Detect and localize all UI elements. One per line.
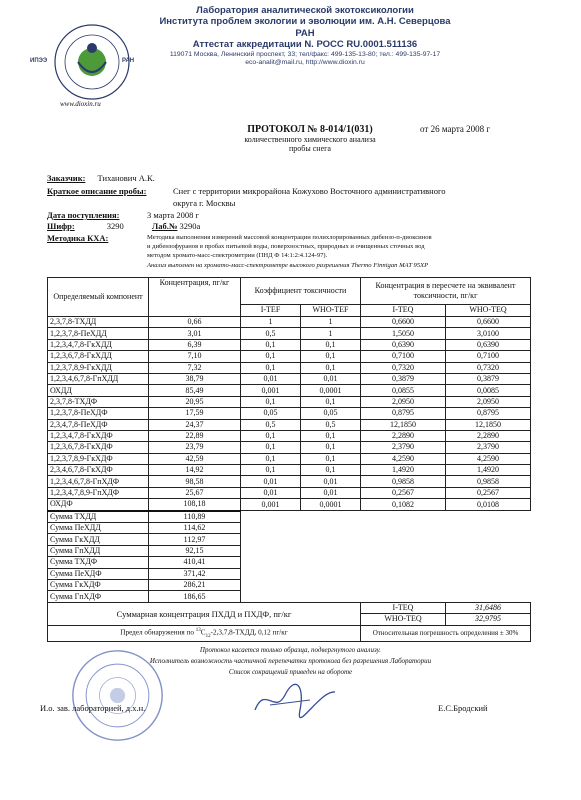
component-name: 2,3,7,8-ТХДД xyxy=(48,317,149,328)
sum-value: 286,21 xyxy=(149,579,241,590)
sum-row xyxy=(48,511,531,523)
result-cell: 1 xyxy=(301,317,361,328)
result-cell: 2,2890 xyxy=(446,430,531,441)
result-cell: 0,01 xyxy=(301,476,361,487)
result-cell: 0,1 xyxy=(301,442,361,453)
blank-cell xyxy=(241,557,531,568)
result-cell: 0,1 xyxy=(301,465,361,476)
total-whoteq-value: 32,9795 xyxy=(446,614,531,625)
result-cell: 23,79 xyxy=(149,442,241,453)
result-cell: 0,1 xyxy=(241,465,301,476)
result-cell: 2,3790 xyxy=(361,442,446,453)
sum-value: 114,62 xyxy=(149,523,241,534)
sum-label: Сумма ГкХДФ xyxy=(48,579,149,590)
sum-label: Сумма ГпХДД xyxy=(48,545,149,556)
sum-label: Сумма ТХДД xyxy=(48,511,149,523)
sum-value: 371,42 xyxy=(149,568,241,579)
blank-cell xyxy=(241,523,531,534)
result-row xyxy=(48,487,531,498)
component-name: 1,2,3,4,6,7,8-ГпХДД xyxy=(48,373,149,384)
sum-value: 410,41 xyxy=(149,557,241,568)
blank-cell xyxy=(241,534,531,545)
result-cell: 0,0001 xyxy=(301,499,361,511)
component-name: 1,2,3,4,7,8-ГкХДД xyxy=(48,339,149,350)
protocol-title: ПРОТОКОЛ № 8-014/1(031) xyxy=(247,124,373,135)
blank-cell xyxy=(241,591,531,602)
result-cell: 0,01 xyxy=(241,476,301,487)
result-cell: 22,89 xyxy=(149,430,241,441)
result-cell: 98,58 xyxy=(149,476,241,487)
component-name: 1,2,3,7,8,9-ГкХДД xyxy=(48,362,149,373)
sum-label: Сумма ТХДФ xyxy=(48,557,149,568)
footer-note-3: Список сокращений приведен на обороте xyxy=(228,668,353,676)
institute-logo xyxy=(52,22,135,102)
result-cell: 0,01 xyxy=(301,487,361,498)
result-cell: 0,8795 xyxy=(361,408,446,419)
result-cell: 0,9858 xyxy=(361,476,446,487)
component-name: 1,2,3,4,7,8,9-ГпХДФ xyxy=(48,487,149,498)
result-cell: 12,1850 xyxy=(361,419,446,430)
component-name: 1,2,3,7,8-ПеХДД xyxy=(48,328,149,339)
result-cell: 42,59 xyxy=(149,453,241,464)
signatory-name: Е.С.Бродский xyxy=(438,703,488,713)
result-cell: 0,9858 xyxy=(446,476,531,487)
header-equivalent: Концентрация в пересчете на эквивалент токсичности, пг/кг xyxy=(361,278,531,305)
result-row xyxy=(48,362,531,373)
sum-value: 112,97 xyxy=(149,534,241,545)
result-cell: 0,1 xyxy=(301,362,361,373)
header-itef: I-TEF xyxy=(241,304,301,316)
sum-value: 110,89 xyxy=(149,511,241,523)
header-whoteq: WHO-TEQ xyxy=(446,304,531,316)
logo-website: www.dioxin.ru xyxy=(60,100,101,108)
result-cell: 0,5 xyxy=(241,328,301,339)
lab-name: Лаборатория аналитической экотоксикологии xyxy=(196,5,414,16)
result-cell: 20,95 xyxy=(149,396,241,407)
blank-cell xyxy=(241,579,531,590)
result-cell: 0,01 xyxy=(241,487,301,498)
seal-stamp xyxy=(70,648,165,743)
component-name: 2,3,4,6,7,8-ГкХДФ xyxy=(48,465,149,476)
sum-label: Сумма ГпХДФ xyxy=(48,591,149,602)
result-cell: 12,1850 xyxy=(446,419,531,430)
result-cell: 0,6390 xyxy=(446,339,531,350)
result-cell: 0,1 xyxy=(301,453,361,464)
result-cell: 17,59 xyxy=(149,408,241,419)
result-cell: 0,001 xyxy=(241,385,301,396)
result-cell: 14,92 xyxy=(149,465,241,476)
result-cell: 0,1 xyxy=(241,453,301,464)
sum-row xyxy=(48,568,531,579)
result-row xyxy=(48,408,531,419)
total-iteq-value: 31,6486 xyxy=(446,602,531,613)
results-table xyxy=(47,277,531,642)
result-cell: 0,1 xyxy=(301,351,361,362)
result-cell: 2,0950 xyxy=(446,396,531,407)
result-cell: 0,5 xyxy=(241,419,301,430)
result-cell: 0,05 xyxy=(301,408,361,419)
result-cell: 2,3790 xyxy=(446,442,531,453)
relative-error: Относительная погрешность определения ± 30% xyxy=(361,625,531,642)
result-cell: 0,8795 xyxy=(446,408,531,419)
result-row xyxy=(48,442,531,453)
accreditation: Аттестат аккредитации N. РОСС RU.0001.511136 xyxy=(192,39,418,51)
result-cell: 0,0855 xyxy=(361,385,446,396)
protocol-date: от 26 марта 2008 г xyxy=(420,124,491,134)
results-rows xyxy=(48,317,531,511)
component-name: 2,3,4,7,8-ПеХДФ xyxy=(48,419,149,430)
result-cell: 0,001 xyxy=(241,499,301,511)
desc-line-1: Снег с территории микрорайона Кожухово Восточного административного xyxy=(173,186,446,196)
signature xyxy=(250,680,340,720)
result-cell: 1,5050 xyxy=(361,328,446,339)
result-cell: 3,0100 xyxy=(446,328,531,339)
result-cell: 0,0108 xyxy=(446,499,531,511)
code-value: 3290 xyxy=(106,221,124,231)
result-cell: 1,4920 xyxy=(446,465,531,476)
result-row xyxy=(48,499,531,511)
method-line-4: Анализ выполнен на хромато-масс-спектрометре высокого разрешения Thermo Finnigan MAT 95XP xyxy=(147,262,429,269)
header-whotef: WHO-TEF xyxy=(301,304,361,316)
result-cell: 0,6600 xyxy=(361,317,446,328)
total-whoteq-label: WHO-TEQ xyxy=(361,614,446,625)
result-cell: 0,6600 xyxy=(446,317,531,328)
result-cell: 0,1 xyxy=(241,430,301,441)
component-name: ОХДФ xyxy=(48,499,149,511)
desc-line-2: округа г. Москвы xyxy=(173,198,236,208)
result-cell: 0,2567 xyxy=(361,487,446,498)
result-cell: 25,67 xyxy=(149,487,241,498)
result-row xyxy=(48,339,531,350)
component-name: 1,2,3,7,8,9-ГкХДФ xyxy=(48,453,149,464)
sum-value: 92,15 xyxy=(149,545,241,556)
result-row xyxy=(48,476,531,487)
sum-row xyxy=(48,545,531,556)
result-cell: 0,7100 xyxy=(361,351,446,362)
customer-label: Заказчик: xyxy=(47,173,86,183)
footer-note-2: Исполнитель возможность частичной перепечатки протокола без разрешения Лаборатории xyxy=(149,657,432,665)
component-name: 1,2,3,4,7,8-ГкХДФ xyxy=(48,430,149,441)
result-cell: 0,3879 xyxy=(446,373,531,384)
method-label: Методика КХА: xyxy=(47,233,109,243)
header-iteq: I-TEQ xyxy=(361,304,446,316)
sum-row xyxy=(48,579,531,590)
result-cell: 0,6390 xyxy=(361,339,446,350)
footer-note-1: Протокол касается только образца, подвергнутого анализу. xyxy=(199,646,382,654)
result-cell: 85,49 xyxy=(149,385,241,396)
blank-cell xyxy=(241,568,531,579)
sum-row xyxy=(48,534,531,545)
result-cell: 2,2890 xyxy=(361,430,446,441)
result-cell: 4,2590 xyxy=(446,453,531,464)
result-cell: 0,66 xyxy=(149,317,241,328)
signatory-position: И.о. зав. лабораторией, д.х.н. xyxy=(40,703,146,713)
result-cell: 0,1 xyxy=(241,339,301,350)
result-cell: 24,37 xyxy=(149,419,241,430)
result-cell: 7,32 xyxy=(149,362,241,373)
logo-left-label: ИПЭЭ xyxy=(30,58,48,64)
lab-number-value: 3290а xyxy=(179,221,201,231)
result-row xyxy=(48,419,531,430)
result-cell: 1,4920 xyxy=(361,465,446,476)
component-name: ОХДД xyxy=(48,385,149,396)
customer-value: Тиханович А.К. xyxy=(97,173,155,183)
result-cell: 6,39 xyxy=(149,339,241,350)
detection-limit: Предел обнаружения по $^{13}C_{12}-2,3,7,8$-ТХДД, 0,12 пг/кг xyxy=(48,625,361,642)
customer-row xyxy=(47,173,155,183)
sum-label: Сумма ГкХДД xyxy=(48,534,149,545)
received-value: 3 марта 2008 г xyxy=(147,210,199,220)
result-cell: 0,0001 xyxy=(301,385,361,396)
component-name: 1,2,3,7,8-ПеХДФ xyxy=(48,408,149,419)
header-coefficient: Коэффициент токсичности xyxy=(241,278,361,305)
lab-number-label: Лаб.№ xyxy=(151,221,178,231)
result-row xyxy=(48,351,531,362)
result-cell: 0,0085 xyxy=(446,385,531,396)
sum-value: 186,65 xyxy=(149,591,241,602)
result-cell: 0,01 xyxy=(301,373,361,384)
result-row xyxy=(48,385,531,396)
contacts: eco-analit@mail.ru, http://www.dioxin.ru xyxy=(245,58,365,66)
desc-label: Краткое описание пробы: xyxy=(47,186,147,196)
result-row xyxy=(48,430,531,441)
result-cell: 0,05 xyxy=(241,408,301,419)
sum-row xyxy=(48,591,531,602)
result-cell: 0,3879 xyxy=(361,373,446,384)
result-cell: 0,1 xyxy=(301,396,361,407)
result-cell: 0,1 xyxy=(241,442,301,453)
result-row xyxy=(48,396,531,407)
result-cell: 0,01 xyxy=(241,373,301,384)
received-label: Дата поступления: xyxy=(47,210,120,220)
protocol-title-block xyxy=(200,124,420,153)
result-cell: 1 xyxy=(301,328,361,339)
total-label: Суммарная концентрация ПХДД и ПХДФ, пг/кг xyxy=(48,602,361,625)
result-cell: 0,1 xyxy=(301,339,361,350)
institute-name: Института проблем экологии и эволюции им. А.Н. Северцова РАН xyxy=(159,16,451,39)
address: 119071 Москва, Ленинский проспект, 33; тел/факс: 499-135-13-80; тел.: 499-135-97-17 xyxy=(169,50,441,58)
result-cell: 0,5 xyxy=(301,419,361,430)
method-line-1: Методика выполнения измерений массовой концентрации полихлорированных дибензо-п-диоксинов xyxy=(147,234,432,241)
sum-label: Сумма ПеХДФ xyxy=(48,568,149,579)
header-concentration: Концентрация, пг/кг xyxy=(149,278,241,317)
sum-rows xyxy=(48,511,531,603)
letterhead xyxy=(150,5,460,67)
component-name: 1,2,3,4,6,7,8-ГпХДФ xyxy=(48,476,149,487)
component-name: 1,2,3,6,7,8-ГкХДД xyxy=(48,351,149,362)
result-cell: 108,18 xyxy=(149,499,241,511)
code-label: Шифр: xyxy=(47,221,75,231)
result-cell: 0,1 xyxy=(241,351,301,362)
result-row xyxy=(48,453,531,464)
result-cell: 4,2590 xyxy=(361,453,446,464)
protocol-subtitle-1: количественного химического анализа xyxy=(244,135,376,144)
sum-label: Сумма ПеХДД xyxy=(48,523,149,534)
blank-cell xyxy=(241,545,531,556)
result-row xyxy=(48,317,531,328)
component-name: 2,3,7,8-ТХДФ xyxy=(48,396,149,407)
result-cell: 0,1 xyxy=(241,396,301,407)
result-cell: 0,1 xyxy=(301,430,361,441)
total-iteq-label: I-TEQ xyxy=(361,602,446,613)
result-cell: 0,1082 xyxy=(361,499,446,511)
blank-cell xyxy=(241,511,531,523)
result-row xyxy=(48,373,531,384)
sum-row xyxy=(48,523,531,534)
method-line-2: и дибензофуранов в пробах питьевой воды, поверхностных, природных и очищенных сточных вод xyxy=(147,243,425,250)
result-cell: 0,1 xyxy=(241,362,301,373)
result-cell: 0,7320 xyxy=(446,362,531,373)
result-row xyxy=(48,465,531,476)
result-cell: 38,79 xyxy=(149,373,241,384)
header-component: Определяемый компонент xyxy=(48,278,149,317)
result-cell: 0,7100 xyxy=(446,351,531,362)
sum-row xyxy=(48,557,531,568)
result-cell: 7,10 xyxy=(149,351,241,362)
protocol-subtitle-2: пробы снега xyxy=(289,144,331,153)
result-cell: 1 xyxy=(241,317,301,328)
code-row xyxy=(47,221,200,231)
result-cell: 0,7320 xyxy=(361,362,446,373)
result-row xyxy=(48,328,531,339)
component-name: 1,2,3,6,7,8-ГкХДФ xyxy=(48,442,149,453)
logo-right-label: РАН xyxy=(122,58,135,64)
result-cell: 2,0950 xyxy=(361,396,446,407)
result-cell: 0,2567 xyxy=(446,487,531,498)
method-line-3: методом хромато-масс-спектрометрии (ПНД Ф 14:1:2:4.124-97). xyxy=(147,252,328,259)
result-cell: 3,01 xyxy=(149,328,241,339)
